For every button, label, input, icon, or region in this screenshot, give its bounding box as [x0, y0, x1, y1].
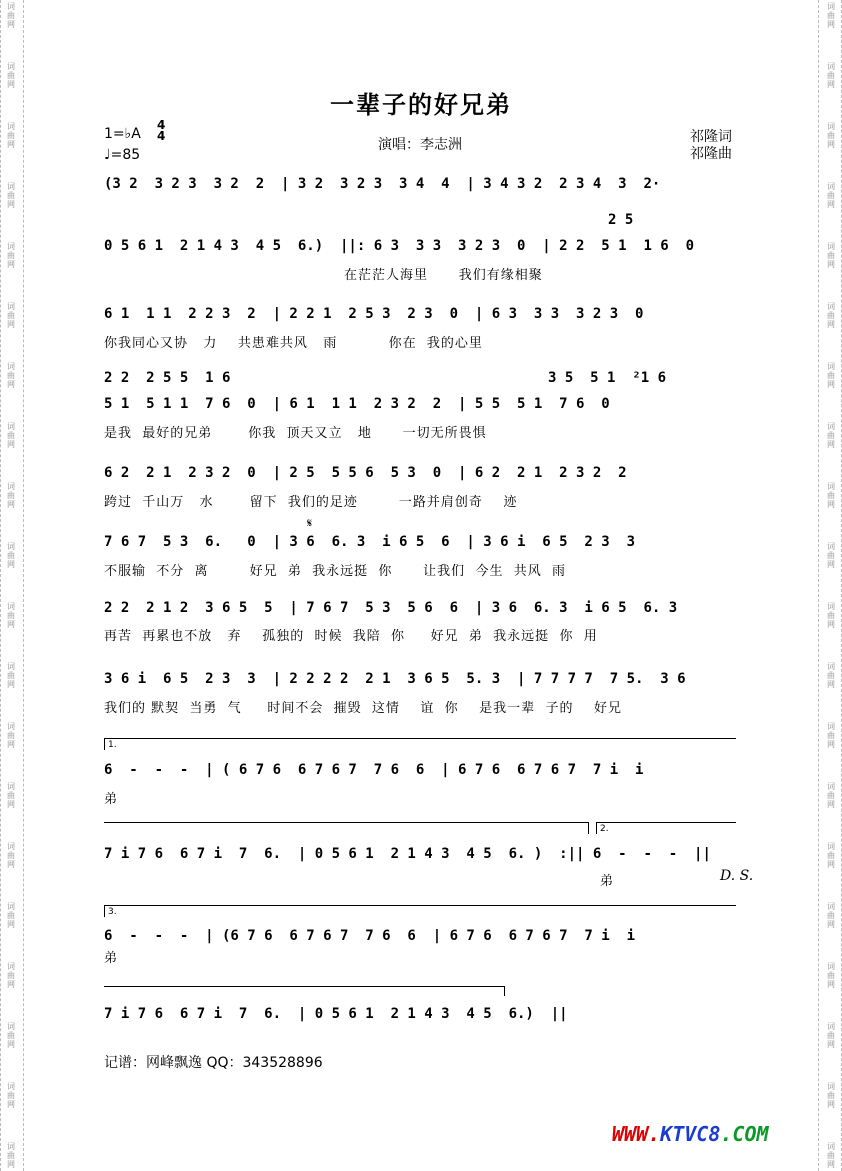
score-row-5: 6 2 2 1 2 3 2 0 | 2 5 5 5 6 5 3 0 | 6 2 2 1 2 3 2 2: [104, 465, 627, 481]
watermark-text: 词 曲 网: [827, 362, 835, 389]
dal-segno-marking: D. S.: [720, 868, 754, 884]
left-watermark-strip: [0, 0, 24, 1171]
lyric-row-8: 我们的 默契 当勇 气 时间不会 摧毁 这情 谊 你 是我一辈 子的 好兄: [104, 701, 622, 716]
watermark-text: 词 曲 网: [7, 542, 15, 569]
watermark-text: 词 曲 网: [7, 662, 15, 689]
volta-1b-bracket: [104, 822, 588, 823]
volta-2-label: 2.: [600, 824, 609, 834]
score-row-10: 7 i 7 6 6 7 i 7 6. | 0 5 6 1 2 1 4 3 4 5 6. ) :|| 6 - - - ||: [104, 846, 711, 862]
watermark-text: 词 曲 网: [827, 1082, 835, 1109]
time-signature: 4 4: [157, 118, 166, 143]
lyric-row-6: 不服输 不分 离 好兄 弟 我永远挺 你 让我们 今生 共风 雨: [104, 564, 566, 579]
lyric-row-4: 是我 最好的兄弟 你我 顶天又立 地 一切无所畏惧: [104, 426, 487, 441]
watermark-text: 词 曲 网: [827, 302, 835, 329]
score-row-2: 0 5 6 1 2 1 4 3 4 5 6.) ||: 6 3 3 3 3 2 3 0 | 2 2 5 1 1 6 0: [104, 238, 695, 254]
volta-2-tick: [596, 822, 597, 834]
segno-sign: 𝄋: [307, 516, 313, 530]
lyric-row-2: 在茫茫人海里 我们有缘相聚: [344, 268, 543, 283]
singer-credit: 演唱：李志洲: [378, 137, 462, 153]
volta-1b-tick: [588, 822, 589, 834]
score-row-7: 2 2 2 1 2 3 6 5 5 | 7 6 7 5 3 5 6 6 | 3 6 6. 3 i 6 5 6. 3: [104, 600, 678, 616]
song-title: 一辈子的好兄弟: [330, 90, 512, 119]
watermark-text: 词 曲 网: [7, 842, 15, 869]
score-row-1: (3 2 3 2 3 3 2 2 | 3 2 3 2 3 3 4 4 | 3 4 3 2 2 3 4 3 2·: [104, 176, 661, 192]
watermark-text: 词 曲 网: [827, 962, 835, 989]
composer-credit: 祁隆曲: [690, 146, 732, 162]
score-row-9: 6 - - - | ( 6 7 6 6 7 6 7 7 6 6 | 6 7 6 6 7 6 7 7 i i: [104, 762, 644, 778]
watermark-text: 词 曲 网: [827, 1022, 835, 1049]
watermark-text: 词 曲 网: [7, 602, 15, 629]
tempo-marking: ♩=85: [104, 147, 141, 163]
watermark-text: 词 曲 网: [7, 962, 15, 989]
watermark-text: 词 曲 网: [827, 602, 835, 629]
watermark-text: 词 曲 网: [7, 122, 15, 149]
watermark-text: 词 曲 网: [827, 62, 835, 89]
watermark-text: 词 曲 网: [7, 182, 15, 209]
lyric-row-10: 弟: [600, 874, 615, 889]
watermark-text: 词 曲 网: [7, 302, 15, 329]
watermark-text: 词 曲 网: [827, 242, 835, 269]
watermark-text: 词 曲 网: [827, 482, 835, 509]
watermark-text: 词 曲 网: [7, 1142, 15, 1169]
score-row-4: 5 1 5 1 1 7 6 0 | 6 1 1 1 2 3 2 2 | 5 5 5 1 7 6 0: [104, 396, 610, 412]
score-row-4-upper-a: 2 2 2 5 5 1 6: [104, 370, 231, 386]
watermark-text: 词 曲 网: [827, 722, 835, 749]
watermark-text: 词 曲 网: [827, 542, 835, 569]
watermark-text: 词 曲 网: [7, 722, 15, 749]
volta-1-tick: [104, 738, 105, 750]
volta-3-label: 3.: [108, 907, 117, 917]
score-row-2-upper: 2 5: [608, 212, 634, 228]
transcriber-credit: 记谱：网峰飘逸 QQ：343528896: [104, 1055, 323, 1071]
score-row-6: 7 6 7 5 3 6. 0 | 3 6 6. 3 i 6 5 6 | 3 6 i 6 5 2 3 3: [104, 534, 636, 550]
watermark-text: 词 曲 网: [827, 422, 835, 449]
lyric-row-9: 弟: [104, 792, 119, 807]
watermark-text: 词 曲 网: [7, 422, 15, 449]
watermark-text: 词 曲 网: [7, 2, 15, 29]
row-12-bracket-tick: [504, 986, 505, 996]
right-watermark-strip: [818, 0, 842, 1171]
watermark-text: 词 曲 网: [7, 242, 15, 269]
watermark-text: 词 曲 网: [827, 2, 835, 29]
watermark-text: 词 曲 网: [7, 362, 15, 389]
watermark-text: 词 曲 网: [827, 782, 835, 809]
watermark-text: 词 曲 网: [7, 62, 15, 89]
lyric-row-11: 弟: [104, 951, 119, 966]
watermark-text: 词 曲 网: [827, 842, 835, 869]
watermark-text: 词 曲 网: [827, 1142, 835, 1169]
score-row-12: 7 i 7 6 6 7 i 7 6. | 0 5 6 1 2 1 4 3 4 5 6.) ||: [104, 1006, 568, 1022]
lyric-row-5: 跨过 千山万 水 留下 我们的足迹 一路并肩创奇 迹: [104, 495, 518, 510]
watermark-text: 词 曲 网: [7, 1022, 15, 1049]
watermark-text: 词 曲 网: [7, 482, 15, 509]
volta-1-bracket: [104, 738, 736, 739]
volta-2-bracket: [596, 822, 736, 823]
watermark-text: 词 曲 网: [7, 902, 15, 929]
score-row-4-upper-b: 3 5 5 1 ²1 6: [548, 370, 667, 386]
site-logo: WWW.KTVC8.COM: [612, 1122, 769, 1146]
watermark-text: 词 曲 网: [7, 1082, 15, 1109]
volta-1-label: 1.: [108, 740, 117, 750]
lyricist-credit: 祁隆词: [690, 129, 732, 145]
watermark-text: 词 曲 网: [827, 182, 835, 209]
row-12-bracket: [104, 986, 504, 987]
watermark-text: 词 曲 网: [827, 662, 835, 689]
lyric-row-7: 再苦 再累也不放 弃 孤独的 时候 我陪 你 好兄 弟 我永远挺 你 用: [104, 629, 598, 644]
key-signature: 1=♭A: [104, 126, 141, 142]
score-row-8: 3 6 i 6 5 2 3 3 | 2 2 2 2 2 1 3 6 5 5. 3 | 7 7 7 7 7 5. 3 6: [104, 671, 686, 687]
score-row-11: 6 - - - | (6 7 6 6 7 6 7 7 6 6 | 6 7 6 6 7 6 7 7 i i: [104, 928, 636, 944]
volta-3-tick: [104, 905, 105, 917]
watermark-text: 词 曲 网: [7, 782, 15, 809]
lyric-row-3: 你我同心又协 力 共患难共风 雨 你在 我的心里: [104, 336, 483, 351]
volta-3-bracket: [104, 905, 736, 906]
watermark-text: 词 曲 网: [827, 902, 835, 929]
watermark-text: 词 曲 网: [827, 122, 835, 149]
score-row-3: 6 1 1 1 2 2 3 2 | 2 2 1 2 5 3 2 3 0 | 6 3 3 3 3 2 3 0: [104, 306, 644, 322]
